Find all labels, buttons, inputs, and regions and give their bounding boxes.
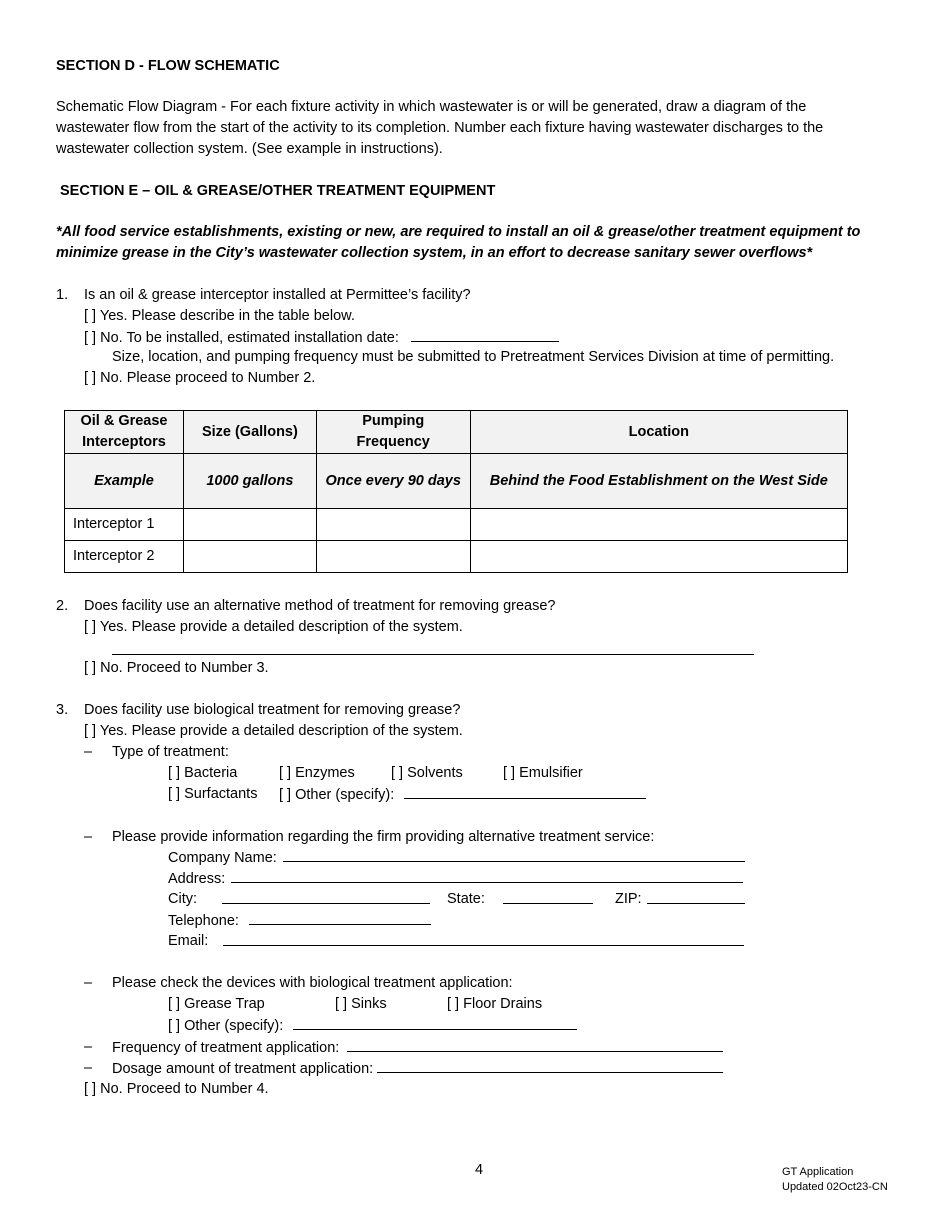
table-row — [65, 541, 848, 573]
frequency-field[interactable] — [347, 1037, 723, 1052]
section-d-paragraph-line-2: wastewater flow from the start of the activity to its completion. Number each fixture having wastewater discharges to the — [56, 120, 824, 136]
checkbox-bacteria[interactable]: [ ] Bacteria — [168, 765, 238, 781]
treatment-type-label: Type of treatment: — [112, 744, 229, 760]
header-pumping-frequency: Pumping Frequency — [316, 411, 470, 454]
dosage-row — [112, 1058, 723, 1080]
section-e-notice-line-2: minimize grease in the City’s wastewater collection system, in an effort to decrease sanitary sewer overflows* — [56, 245, 813, 261]
other-device-label: [ ] Other (specify): — [168, 1018, 284, 1034]
checkbox-sinks[interactable]: [ ] Sinks — [335, 996, 387, 1012]
dash-bullet: – — [84, 1060, 93, 1076]
dosage-label: Dosage amount of treatment application: — [112, 1061, 374, 1077]
interceptor-2-frequency-cell[interactable] — [316, 541, 470, 573]
email-field[interactable] — [223, 931, 744, 946]
city-field[interactable] — [222, 889, 430, 904]
section-d-paragraph-line-3: wastewater collection system. (See example in instructions). — [56, 141, 443, 157]
q2-question: Does facility use an alternative method of treatment for removing grease? — [84, 598, 556, 614]
section-d-heading: SECTION D - FLOW SCHEMATIC — [56, 58, 280, 74]
address-label: Address: — [168, 871, 226, 887]
q2-option-no[interactable]: [ ] No. Proceed to Number 3. — [84, 660, 269, 676]
installation-date-field[interactable] — [411, 327, 559, 342]
q1-option-yes[interactable]: [ ] Yes. Please describe in the table below. — [84, 308, 355, 324]
interceptor-1-frequency-cell[interactable] — [316, 509, 470, 541]
checkbox-other-treatment[interactable] — [279, 784, 646, 806]
dash-bullet: – — [84, 975, 93, 991]
header-location: Location — [470, 411, 847, 454]
table-example-row — [65, 454, 848, 509]
interceptor-2-location-cell[interactable] — [470, 541, 847, 573]
q1-option-no-install[interactable] — [84, 327, 559, 349]
interceptor-2-size-cell[interactable] — [183, 541, 316, 573]
interceptor-1-label: Interceptor 1 — [65, 509, 184, 541]
checkbox-solvents[interactable]: [ ] Solvents — [391, 765, 463, 781]
example-size: 1000 gallons — [183, 454, 316, 509]
table-row — [65, 509, 848, 541]
company-name-row — [168, 847, 745, 869]
section-e-notice-line-1: *All food service establishments, existing or new, are required to install an oil & grease/other treatment equipment to — [56, 224, 861, 240]
header-size: Size (Gallons) — [183, 411, 316, 454]
interceptor-1-size-cell[interactable] — [183, 509, 316, 541]
example-location: Behind the Food Establishment on the West Side — [470, 454, 847, 509]
address-row — [168, 868, 743, 890]
city-label: City: — [168, 891, 197, 907]
telephone-row — [168, 910, 431, 932]
frequency-label: Frequency of treatment application: — [112, 1040, 340, 1056]
dash-bullet: – — [84, 744, 93, 760]
state-field[interactable] — [503, 889, 593, 904]
q3-number: 3. — [56, 702, 69, 718]
footer-doc-name: GT Application — [782, 1166, 854, 1178]
telephone-field[interactable] — [249, 910, 431, 925]
zip-label: ZIP: — [615, 891, 642, 907]
company-name-label: Company Name: — [168, 850, 277, 866]
q2-number: 2. — [56, 598, 69, 614]
q1-option-no-install-label: [ ] No. To be installed, estimated installation date: — [84, 330, 399, 346]
checkbox-other-device[interactable] — [168, 1015, 577, 1037]
telephone-label: Telephone: — [168, 913, 239, 929]
q3-question: Does facility use biological treatment for removing grease? — [84, 702, 461, 718]
q1-submission-note: Size, location, and pumping frequency must be submitted to Pretreatment Services Division at time of permitting. — [112, 349, 835, 365]
footer-updated: Updated 02Oct23-CN — [782, 1181, 888, 1193]
zip-field[interactable] — [647, 889, 745, 904]
firm-info-label: Please provide information regarding the firm providing alternative treatment service: — [112, 829, 655, 845]
address-field[interactable] — [231, 868, 743, 883]
table-header-row — [65, 411, 848, 454]
q3-option-no[interactable]: [ ] No. Proceed to Number 4. — [84, 1081, 269, 1097]
frequency-row — [112, 1037, 723, 1059]
devices-label: Please check the devices with biological treatment application: — [112, 975, 513, 991]
other-treatment-field[interactable] — [404, 784, 646, 799]
checkbox-floor-drains[interactable]: [ ] Floor Drains — [447, 996, 543, 1012]
q2-option-yes[interactable]: [ ] Yes. Please provide a detailed description of the system. — [84, 619, 463, 635]
checkbox-surfactants[interactable]: [ ] Surfactants — [168, 786, 258, 802]
header-interceptors: Oil & Grease Interceptors — [65, 411, 184, 454]
email-label: Email: — [168, 933, 209, 949]
state-label: State: — [447, 891, 485, 907]
interceptor-table — [64, 410, 848, 573]
section-e-heading: SECTION E – OIL & GREASE/OTHER TREATMENT EQUIPMENT — [60, 183, 496, 199]
interceptor-1-location-cell[interactable] — [470, 509, 847, 541]
section-d-paragraph-line-1: Schematic Flow Diagram - For each fixture activity in which wastewater is or will be generated, draw a diagram of the — [56, 99, 807, 115]
example-label: Example — [65, 454, 184, 509]
q1-option-no-proceed[interactable]: [ ] No. Please proceed to Number 2. — [84, 370, 316, 386]
other-treatment-label: [ ] Other (specify): — [279, 787, 395, 803]
company-name-field[interactable] — [283, 847, 745, 862]
dash-bullet: – — [84, 1039, 93, 1055]
q1-number: 1. — [56, 287, 69, 303]
q1-question: Is an oil & grease interceptor installed at Permittee’s facility? — [84, 287, 471, 303]
checkbox-enzymes[interactable]: [ ] Enzymes — [279, 765, 355, 781]
checkbox-emulsifier[interactable]: [ ] Emulsifier — [503, 765, 583, 781]
checkbox-grease-trap[interactable]: [ ] Grease Trap — [168, 996, 265, 1012]
q3-option-yes[interactable]: [ ] Yes. Please provide a detailed description of the system. — [84, 723, 463, 739]
example-frequency: Once every 90 days — [316, 454, 470, 509]
dosage-field[interactable] — [377, 1058, 723, 1073]
dash-bullet: – — [84, 829, 93, 845]
interceptor-2-label: Interceptor 2 — [65, 541, 184, 573]
other-device-field[interactable] — [293, 1015, 577, 1030]
page-number: 4 — [475, 1162, 484, 1178]
q2-description-field[interactable] — [112, 640, 754, 655]
